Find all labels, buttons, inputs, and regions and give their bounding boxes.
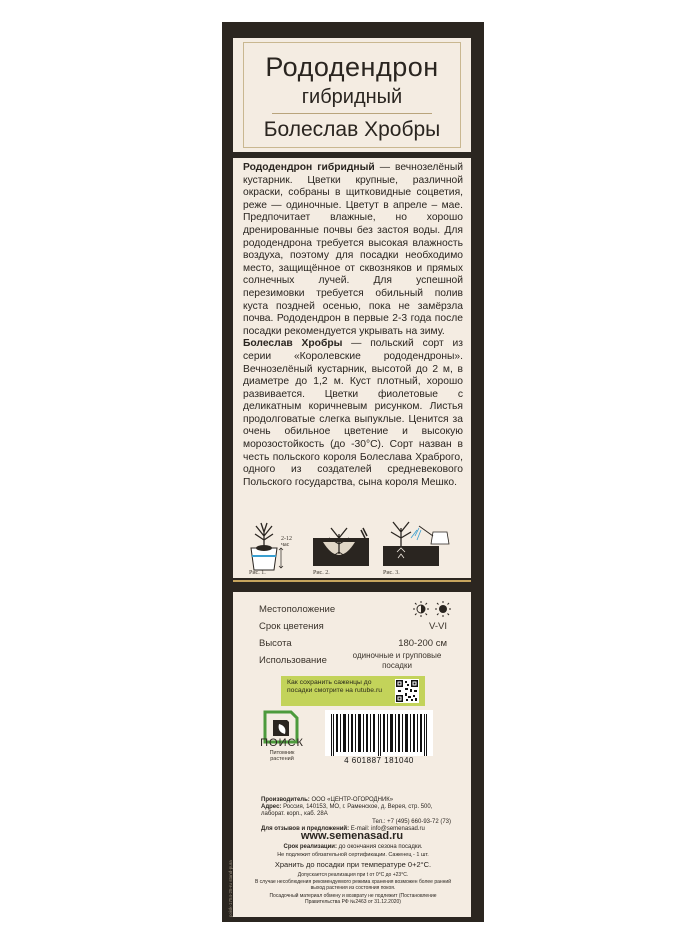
- term-value: до окончания сезона посадки.: [336, 844, 423, 850]
- barcode-digits: 4 601887 181040: [344, 756, 414, 765]
- cert-line: Не подлежит обязательной сертификации. Саженец - 1 шт.: [277, 852, 429, 858]
- bloom-row: [259, 621, 459, 637]
- address-line: [261, 804, 451, 818]
- fig3-caption: Рис. 3.: [383, 570, 400, 576]
- use-row: [259, 651, 459, 671]
- product-title: Рододендрон: [265, 52, 439, 82]
- logo-subtitle: Питомник растений: [269, 750, 295, 763]
- description-text: [243, 162, 463, 489]
- info-panel: [233, 592, 471, 917]
- title-divider: [272, 113, 432, 114]
- promo-banner[interactable]: [281, 676, 425, 706]
- logo-name: ПОИСК: [260, 737, 304, 749]
- soak-duration-label: 2-12 час: [281, 536, 292, 548]
- variety-bold: Болеслав Хробры: [243, 338, 343, 350]
- use-value: одиночные и групповые посадки: [352, 651, 442, 670]
- use-label: Использование: [259, 655, 327, 666]
- qr-code-icon[interactable]: [395, 679, 419, 703]
- address-label: Адрес:: [261, 804, 282, 811]
- producer-label: Производитель:: [261, 797, 310, 803]
- side-code: poisk-1754-25-ru stand-pura: [228, 860, 233, 917]
- step3-watering-figure: [383, 522, 449, 566]
- note-temperature: Допускается реализация при t от 0°С до +23°С.: [297, 872, 409, 878]
- barcode: [325, 710, 433, 756]
- phone-line: Тел.: +7 (495) 660-93-72 (73): [372, 818, 451, 825]
- address-value: Россия, 140153, МО, г. Раменское, д. Верея, стр. 500, лаборат. корп., каб. 28А: [261, 804, 433, 818]
- location-row: [259, 604, 459, 620]
- title-frame: [243, 42, 461, 148]
- location-label: Местоположение: [259, 604, 336, 615]
- feedback-value: E-mail: info@semenasad.ru: [349, 825, 425, 832]
- term-label: Срок реализации:: [283, 844, 337, 850]
- fig1-caption: Рис. 1.: [249, 570, 266, 576]
- step1-soak-figure: [251, 523, 283, 570]
- height-value: 180-200 см: [398, 638, 447, 649]
- barcode-bars: [325, 710, 433, 756]
- species-text: — вечнозелёный кустарник. Цветки крупные, различной окраски, собраны в щитковидные соцветия, реже — одиночные. Цветут в апреле – мае. Предпочитает влажные, но хорошо дренированные почвы без застоя воды. Для рододендрона требуется высокая влажность воздуха, поэтому для посадки необходимо место, защищённое от сквозняков и прямых солнечных лучей. Для успешной перезимовки требуется обильный полив куста поздней осенью, пока не замёрзла почва. Рододендрон в первые 2-3 года после посадки рекомендуется укрывать на зиму.: [243, 162, 463, 337]
- height-label: Высота: [259, 638, 292, 649]
- step2-hole-figure: [313, 528, 369, 566]
- paragraph-variety: [243, 338, 463, 489]
- producer-line: [261, 797, 451, 804]
- description-panel: [233, 158, 471, 578]
- note-storage: В случае несоблюдения рекомендуемого режима хранения возможен более ранний выход растения из состояния покоя.: [254, 879, 452, 891]
- title-panel: [233, 38, 471, 152]
- feedback-label: Для отзывов и предложений:: [261, 825, 350, 832]
- gold-divider: [233, 580, 471, 582]
- bloom-value: V-VI: [429, 621, 447, 632]
- bloom-label: Срок цветения: [259, 621, 324, 632]
- producer-block: [261, 797, 451, 833]
- planting-illustration: [243, 518, 463, 576]
- planting-steps: [243, 518, 463, 576]
- term-line: [253, 844, 453, 851]
- promo-text: Как сохранить саженцы до посадки смотрите на rutube.ru: [287, 679, 382, 695]
- species-bold: Рододендрон гибридный: [243, 162, 375, 173]
- storage-line: Хранить до посадки при температуре 0+2°С.: [274, 860, 432, 869]
- fig2-caption: Рис. 2.: [313, 570, 330, 576]
- note-return: Посадочный материал обмену и возврату не подлежит (Постановление Правительства РФ №2463 от 31.12.2020): [269, 893, 437, 905]
- product-subtitle: гибридный: [301, 86, 403, 108]
- variety-text: — польский сорт из серии «Королевские рододендроны». Вечнозелёный кустарник, высотой до 2 м, в диаметре до 1,2 м. Куст плотный, хорошо развивается. Цветки фиолетовые с деликатным коричневым рисунком. Листья продолговатые слегка выпуклые. Ценится за очень обильное цветение и высокую морозостойкость (до -30°C). Сорт назван в честь польского короля Болеслава Храброго, одного из создателей средневекового Польского государства, сына короля Мешко.: [243, 338, 463, 488]
- website-link[interactable]: www.semenasad.ru: [300, 830, 404, 842]
- sun-partial-shade-icon: [411, 601, 455, 617]
- producer-value: ООО «ЦЕНТР-ОГОРОДНИК»: [309, 797, 394, 803]
- variety-name: Болеслав Хробры: [263, 118, 441, 141]
- paragraph-species: [243, 162, 463, 338]
